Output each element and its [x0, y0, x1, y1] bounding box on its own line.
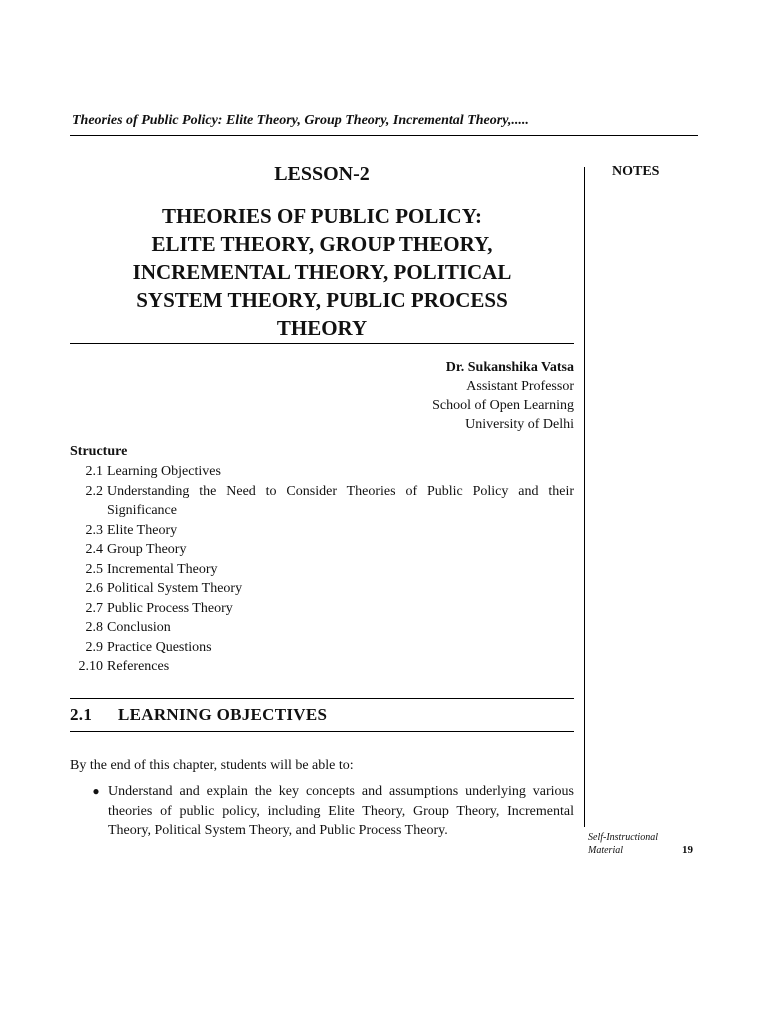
- author-university: University of Delhi: [465, 417, 574, 432]
- chapter-title-line: THEORY: [276, 316, 368, 340]
- structure-item-label: Political System Theory: [107, 581, 243, 596]
- section-title: LEARNING OBJECTIVES: [118, 705, 328, 724]
- section-heading: [70, 705, 574, 725]
- footer-label-line: Self-Instructional: [588, 832, 658, 843]
- structure-item-number: 2.1: [85, 464, 103, 479]
- bullet-icon: ●: [92, 784, 100, 798]
- structure-item-number: 2.6: [85, 581, 103, 596]
- objective-item: [70, 782, 574, 841]
- structure-item: [70, 560, 574, 580]
- structure-item-number: 2.4: [85, 542, 103, 557]
- structure-list: [70, 462, 574, 677]
- structure-item: [70, 599, 574, 619]
- structure-item-label: Conclusion: [107, 620, 171, 635]
- structure-item-number: 2.8: [85, 620, 103, 635]
- structure-item-number: 2.5: [85, 561, 103, 577]
- structure-item: [70, 462, 574, 482]
- structure-item: [70, 638, 574, 658]
- header-divider: [70, 135, 698, 136]
- chapter-title-line: SYSTEM THEORY, PUBLIC PROCESS: [136, 288, 508, 312]
- structure-item-number: 2.2: [85, 483, 103, 499]
- author-name: Dr. Sukanshika Vatsa: [445, 360, 574, 375]
- structure-item: [70, 540, 574, 560]
- structure-item: [70, 579, 574, 599]
- structure-heading: Structure: [70, 444, 128, 459]
- chapter-title-line: INCREMENTAL THEORY, POLITICAL: [132, 260, 512, 284]
- section-number: 2.1: [70, 705, 93, 724]
- structure-item-number: 2.3: [85, 522, 103, 538]
- title-divider: [70, 343, 574, 344]
- margin-divider: [584, 167, 585, 827]
- chapter-title: [70, 202, 574, 342]
- chapter-title-line: ELITE THEORY, GROUP THEORY,: [151, 232, 493, 256]
- structure-item-number: 2.9: [85, 639, 103, 655]
- lesson-title: LESSON-2: [274, 163, 370, 185]
- structure-item-label: Incremental Theory: [107, 561, 218, 577]
- structure-item: [70, 482, 574, 521]
- structure-item-label: References: [107, 659, 170, 674]
- structure-item-label: Public Process Theory: [107, 600, 233, 616]
- intro-paragraph: By the end of this chapter, students will be able to:: [70, 758, 354, 773]
- structure-item-label: Elite Theory: [107, 522, 178, 538]
- structure-item-label: Understanding the Need to Consider Theories of Public Policy and their Significance: [107, 483, 574, 518]
- structure-item: [70, 657, 574, 677]
- objective-text: Understand and explain the key concepts and assumptions underlying various theories of public policy, including Elite Theory, Group Theory, Incremental Theory, Political System Theory, and Public Process Theory.: [108, 784, 574, 838]
- author-designation: Assistant Professor: [466, 379, 574, 394]
- structure-item-label: Group Theory: [107, 542, 187, 557]
- author-block: [300, 358, 574, 434]
- structure-item: [70, 618, 574, 638]
- structure-item: [70, 521, 574, 541]
- notes-label: NOTES: [612, 164, 660, 179]
- section-rule-top: [70, 698, 574, 699]
- structure-item-label: Learning Objectives: [107, 464, 221, 479]
- structure-item-number: 2.7: [85, 600, 103, 616]
- running-header: Theories of Public Policy: Elite Theory, Group Theory, Incremental Theory,.....: [72, 113, 529, 128]
- structure-item-number: 2.10: [78, 659, 103, 674]
- page-number: 19: [682, 844, 693, 856]
- section-rule-bottom: [70, 731, 574, 732]
- structure-item-label: Practice Questions: [107, 639, 212, 655]
- footer-label-line: Material: [588, 845, 623, 856]
- objectives-list: [70, 782, 574, 841]
- author-department: School of Open Learning: [432, 398, 574, 413]
- footer-label: [588, 831, 658, 857]
- chapter-title-line: THEORIES OF PUBLIC POLICY:: [162, 204, 482, 228]
